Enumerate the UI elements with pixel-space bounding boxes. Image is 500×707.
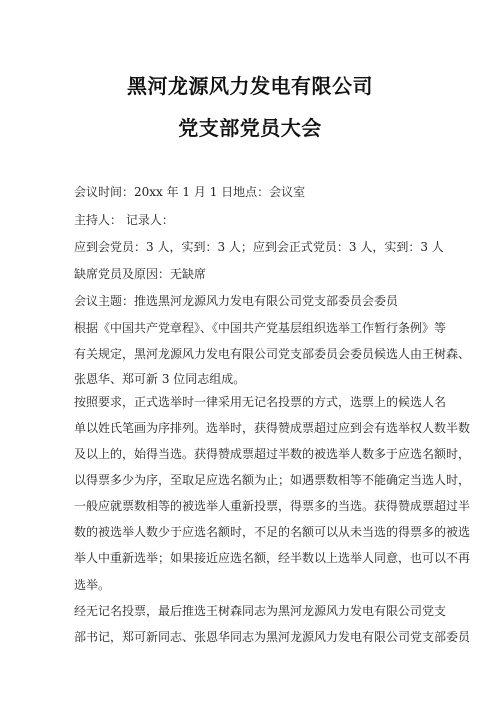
body-line: 经无记名投票，最后推选王树森同志为黑河龙源风力发电有限公司党支 bbox=[74, 604, 447, 618]
host-recorder-line: 主持人： 记录人： bbox=[74, 213, 174, 227]
meeting-time-line: 会议时间：20xx 年 1 月 1 日地点：会议室 bbox=[74, 185, 306, 199]
absence-line: 缺席党员及原因：无缺席 bbox=[74, 267, 207, 281]
meeting-topic-line: 会议主题：推选黑河龙源风力发电有限公司党支部委员会委员 bbox=[74, 294, 399, 308]
body-line: 选举。 bbox=[74, 578, 111, 592]
body-line: 以得票多少为序，至取足应选名额为止；如遇票数相等不能确定当选人时， bbox=[74, 473, 471, 487]
body-line: 部书记，郑可新同志、张恩华同志为黑河龙源风力发电有限公司党支部委员 bbox=[74, 630, 471, 644]
body-line: 有关规定，黑河龙源风力发电有限公司党支部委员会委员候选人由王树森、 bbox=[74, 347, 471, 361]
body-line: 张恩华、郑可新 3 位同志组成。 bbox=[74, 372, 246, 386]
body-line: 按照要求，正式选举时一律采用无记名投票的方式，选票上的候选人名 bbox=[74, 395, 447, 409]
body-line: 根据《中国共产党章程》、《中国共产党基层组织选举工作暂行条例》等 bbox=[74, 321, 447, 335]
body-line: 单以姓氏笔画为序排列。选举时，获得赞成票超过应到会有选举权人数半数 bbox=[74, 421, 471, 435]
body-line: 举人中重新选举；如果接近应选名额，经半数以上选举人同意，也可以不再 bbox=[74, 551, 471, 565]
body-line: 数的被选举人数少于应选名额时，不足的名额可以从未当选的得票多的被选 bbox=[74, 525, 471, 539]
body-line: 一般应就票数相等的被选举人重新投票，得票多的当选。获得赞成票超过半 bbox=[74, 499, 471, 513]
document-title: 黑河龙源风力发电有限公司 bbox=[127, 74, 373, 98]
body-line: 及以上的，始得当选。获得赞成票超过半数的被选举人数多于应选名额时， bbox=[74, 447, 471, 461]
document-subtitle: 党支部党员大会 bbox=[178, 116, 322, 140]
attendance-line: 应到会党员：3 人，实到：3 人；应到会正式党员：3 人，实到：3 人 bbox=[74, 240, 444, 254]
